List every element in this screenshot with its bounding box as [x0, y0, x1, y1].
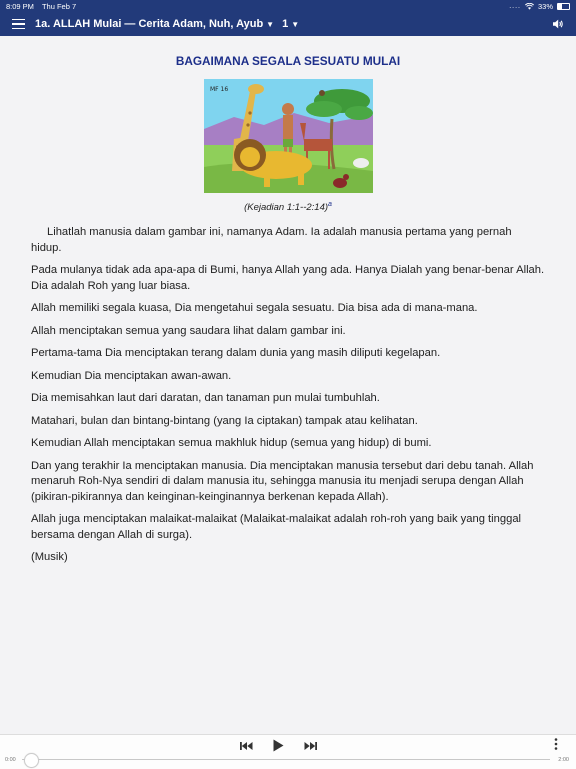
play-icon[interactable]	[273, 739, 284, 752]
illustration-label: MF 16	[209, 85, 228, 93]
battery-icon	[557, 3, 570, 10]
skip-previous-icon[interactable]	[240, 741, 253, 751]
paragraph: Kemudian Dia menciptakan awan-awan.	[31, 369, 232, 382]
audio-player	[0, 734, 576, 769]
status-time: 8:09 PM	[6, 1, 34, 11]
hamburger-menu-icon[interactable]	[12, 19, 25, 29]
title-dropdown-icon: ▼	[266, 20, 275, 29]
status-bar	[0, 0, 576, 12]
status-date: Thu Feb 7	[41, 1, 77, 11]
book-title: 1a. ALLAH Mulai — Cerita Adam, Nuh, Ayub	[35, 18, 264, 30]
skip-next-icon[interactable]	[304, 741, 317, 751]
creation-illustration[interactable]	[204, 79, 373, 193]
paragraph: Allah menciptakan semua yang saudara lihat dalam gambar ini.	[31, 324, 346, 337]
total-time: 2:00	[558, 757, 569, 763]
paragraph: Allah memiliki segala kuasa, Dia mengetahui segala sesuatu. Dia bisa ada di mana-mana.	[31, 302, 478, 315]
progress-slider-handle[interactable]	[24, 753, 39, 768]
paragraph: (Musik)	[31, 551, 68, 564]
status-right	[509, 2, 570, 11]
app-header	[0, 12, 576, 36]
chapter-selector[interactable]	[282, 18, 299, 30]
wifi-icon	[525, 3, 534, 10]
paragraph: Dia memisahkan laut dari daratan, dan tanaman pun mulai tumbuhlah.	[31, 392, 380, 405]
paragraph: Kemudian Allah menciptakan semua makhluk hidup (semua yang hidup) di bumi.	[31, 437, 432, 450]
chapter-dropdown-icon: ▼	[291, 20, 300, 29]
more-vertical-icon[interactable]	[554, 738, 558, 750]
paragraph: Dan yang terakhir Ia menciptakan manusia. Dia menciptakan manusia tersebut dari debu tanah. Allah menaruh Roh-Nya sendiri di dalam manusia itu, sehingga manusia itu menjadi serupa dengan Allah (pikiran-pikirannya dan keinginan-keinginannya berkenan kepada Allah).	[31, 459, 534, 503]
section-heading: BAGAIMANA SEGALA SESUATU MULAI	[175, 54, 401, 68]
battery-percent: 33%	[537, 1, 553, 11]
chapter-number: 1	[282, 18, 289, 30]
playback-controls	[240, 739, 317, 752]
caption-text: (Kejadian 1:1--2:14)	[244, 201, 329, 213]
elapsed-time: 0:00	[5, 757, 16, 763]
chapter-content	[31, 50, 545, 573]
signal-indicator: ....	[509, 2, 521, 10]
speaker-icon[interactable]	[552, 18, 564, 30]
paragraph: Lihatlah manusia dalam gambar ini, namanya Adam. Ia adalah manusia pertama yang pernah hidup.	[31, 226, 512, 254]
battery-fill	[558, 4, 562, 9]
book-title-selector[interactable]	[35, 18, 274, 30]
footnote-link[interactable]: a	[328, 200, 332, 208]
paragraph: Allah juga menciptakan malaikat-malaikat (Malaikat-malaikat adalah roh-roh yang baik yang tinggal bersama dengan Allah di surga).	[31, 513, 522, 541]
paragraph: Matahari, bulan dan bintang-bintang (yang Ia ciptakan) tampak atau kelihatan.	[31, 414, 418, 427]
paragraph: Pertama-tama Dia menciptakan terang dalam dunia yang masih diliputi kegelapan.	[31, 347, 441, 360]
paragraph: Pada mulanya tidak ada apa-apa di Bumi, hanya Allah yang ada. Hanya Dialah yang benar-benar Allah. Dia adalah Roh yang luar biasa.	[31, 264, 545, 292]
scripture-reference	[31, 197, 545, 216]
progress-track[interactable]	[22, 759, 550, 760]
